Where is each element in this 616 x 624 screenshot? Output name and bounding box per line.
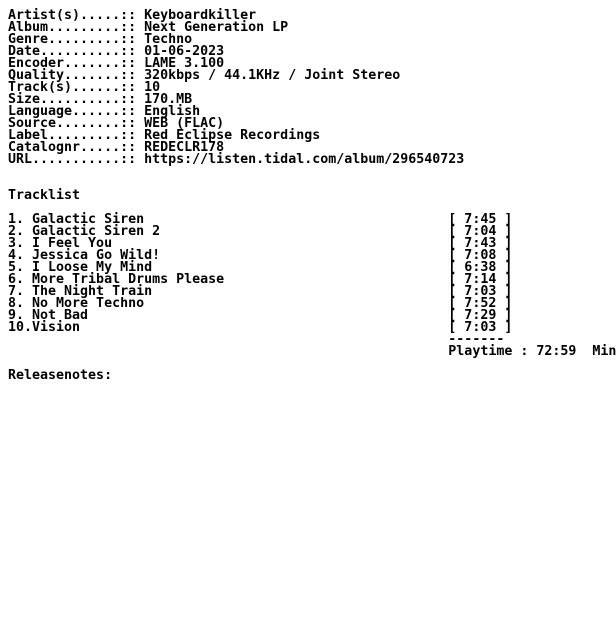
track-row: 1. Galactic Siren [ 7:45 ]	[8, 212, 513, 227]
info-date: Date..........:: 01-06-2023	[8, 44, 225, 59]
info-size: Size..........:: 170.MB	[8, 92, 193, 107]
playtime-separator: -------	[8, 332, 505, 347]
releasenotes-heading: Releasenotes:	[8, 368, 113, 383]
blank-line	[8, 178, 616, 190]
track-row: 5. I Loose My Mind [ 6:38 ]	[8, 260, 513, 275]
track-row: 9. Not Bad [ 7:29 ]	[8, 308, 513, 323]
info-artist: Artist(s).....:: Keyboardkiller	[8, 8, 257, 23]
info-source: Source........:: WEB (FLAC)	[8, 116, 225, 131]
track-row: 7. The Night Train [ 7:03 ]	[8, 284, 513, 299]
info-catalognr: Catalognr.....:: REDECLR178	[8, 140, 225, 155]
info-album: Album.........:: Next Generation LP	[8, 20, 289, 35]
track-row: 2. Galactic Siren 2 [ 7:04 ]	[8, 224, 513, 239]
playtime-total: Playtime : 72:59 Min	[8, 344, 616, 359]
info-encoder: Encoder.......:: LAME 3.100	[8, 56, 225, 71]
track-row: 4. Jessica Go Wild! [ 7:08 ]	[8, 248, 513, 263]
track-row: 3. I Feel You [ 7:43 ]	[8, 236, 513, 251]
track-row: 6. More Tribal Drums Please [ 7:14 ]	[8, 272, 513, 287]
track-row: 8. No More Techno [ 7:52 ]	[8, 296, 513, 311]
info-label: Label.........:: Red Eclipse Recordings	[8, 128, 321, 143]
info-quality: Quality.......:: 320kbps / 44.1KHz / Joint Stereo	[8, 68, 401, 83]
nfo-text	[8, 10, 616, 382]
info-language: Language......:: English	[8, 104, 201, 119]
blank-line	[8, 166, 616, 178]
track-row: 10.Vision [ 7:03 ]	[8, 320, 513, 335]
tracklist-heading: Tracklist	[8, 188, 81, 203]
info-url: URL...........:: https://listen.tidal.com/album/296540723	[8, 152, 465, 167]
info-genre: Genre.........:: Techno	[8, 32, 193, 47]
info-tracks: Track(s)......:: 10	[8, 80, 161, 95]
